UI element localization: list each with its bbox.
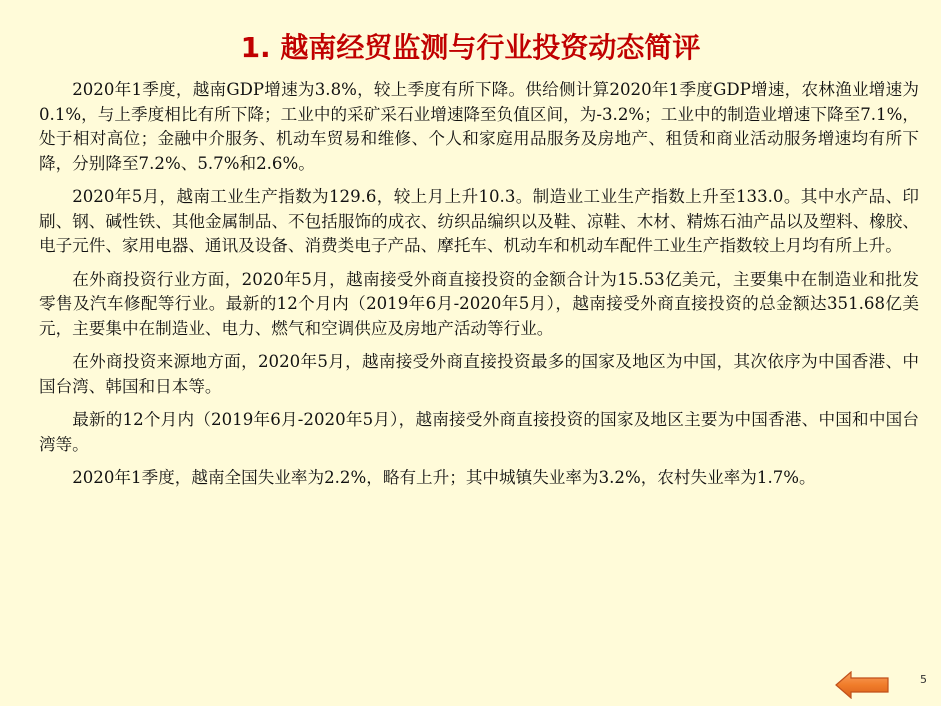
paragraph-fdi-by-source: 在外商投资来源地方面，2020年5月，越南接受外商直接投资最多的国家及地区为中国，其次依序为中国香港、中国台湾、韩国和日本等。: [39, 352, 919, 396]
slide-title: 1. 越南经贸监测与行业投资动态简评: [240, 31, 701, 64]
left-arrow-icon: [835, 671, 889, 699]
paragraph-industrial-production: 2020年5月，越南工业生产指数为129.6，较上月上升10.3。制造业工业生产指数上升至133.0。其中水产品、印刷、钢、碱性铁、其他金属制品、不包括服饰的成衣、纺织品编织以及鞋、凉鞋、木材、精炼石油产品以及塑料、橡胶、电子元件、家用电器、通讯及设备、消费类电子产品、摩托车、机动车和机动车配件工业生产指数较上月均有所上升。: [39, 187, 919, 255]
slide-body: [39, 78, 919, 500]
paragraph-unemployment: 2020年1季度，越南全国失业率为2.2%，略有上升；其中城镇失业率为3.2%，农村失业率为1.7%。: [72, 468, 816, 487]
paragraph-gdp-growth: 2020年1季度，越南GDP增速为3.8%，较上季度有所下降。供给侧计算2020年1季度GDP增速，农林渔业增速为0.1%，与上季度相比有所下降；工业中的采矿采石业增速降至负值区间，为-3.2%；工业中的制造业增速下降至7.1%，处于相对高位；金融中介服务、机动车贸易和维修、个人和家庭用品服务及房地产、租赁和商业活动服务增速均有所下降，分别降至7.2%、5.7%和2.6%。: [39, 80, 919, 173]
page-number: 5: [920, 673, 927, 686]
paragraph-fdi-last-12-months: 最新的12个月内（2019年6月-2020年5月），越南接受外商直接投资的国家及地区主要为中国香港、中国和中国台湾等。: [39, 410, 919, 454]
back-button[interactable]: [835, 671, 889, 699]
paragraph-fdi-by-industry: 在外商投资行业方面，2020年5月，越南接受外商直接投资的金额合计为15.53亿美元，主要集中在制造业和批发零售及汽车修配等行业。最新的12个月内（2019年6月-2020年5月），越南接受外商直接投资的总金额达351.68亿美元，主要集中在制造业、电力、燃气和空调供应及房地产活动等行业。: [39, 269, 919, 338]
